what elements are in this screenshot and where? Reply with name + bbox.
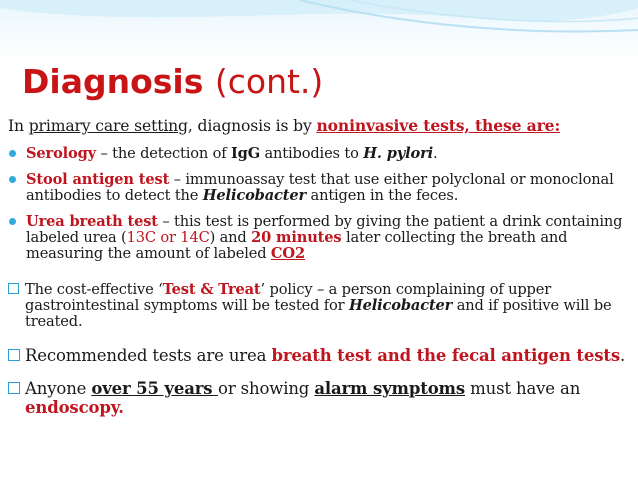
bullet-stool-antigen [8,172,634,204]
policy-helicobacter: Helicobacter [348,297,453,314]
intro-setting: primary care setting [28,117,188,135]
urea-minutes: 20 minutes [251,229,342,246]
policy-text3: and if positive will be treated. [25,297,612,330]
bullet-dot [9,150,16,157]
page-title [22,62,323,102]
title-main: Diagnosis [22,62,204,101]
policy-term: Test & Treat [162,281,261,298]
anyone-procedure: endoscopy. [25,398,124,417]
urea-text3: later collecting the breath and measuring the amount of labeled [26,229,568,262]
checkbox-square-icon [8,283,19,294]
bullet-serology [8,146,634,162]
urea-text2: ) and [209,229,252,246]
anyone-item [8,379,634,417]
recommended-emphasis: breath test and the fecal antigen tests [271,346,620,365]
serology-text1: – the detection of [96,145,231,162]
recommended-text1: Recommended tests are urea [25,346,272,365]
bullet-urea-breath [8,214,634,262]
checkbox-square-icon [8,349,20,361]
stool-helicobacter: Helicobacter [202,187,307,204]
serology-term: Serology [26,145,97,162]
anyone-text3: must have an [465,379,581,398]
bullet-dot [9,176,16,183]
policy-text2: ’ policy – a person complaining of upper gastrointestinal symptoms will be tested for [25,281,552,314]
title-sub: (cont.) [214,62,324,101]
urea-term: Urea breath test [26,213,158,230]
stool-text2: antigen in the feces. [306,187,459,204]
stool-term: Stool antigen test [26,171,170,188]
serology-igg: IgG [230,145,261,162]
recommended-item [8,346,634,365]
bullet-dot [9,218,16,225]
anyone-text1: Anyone [25,379,92,398]
intro-middle: , diagnosis is by [187,117,317,135]
policy-text1: The cost-effective ‘ [25,281,163,298]
wave-decoration [0,0,638,70]
intro-line [8,116,634,136]
anyone-text2: or showing [218,379,315,398]
intro-prefix: In [8,117,29,135]
serology-text2: antibodies to [260,145,364,162]
slide-content [8,116,634,431]
recommended-text2: . [620,346,626,365]
urea-co2: CO2 [270,245,305,262]
anyone-alarm: alarm symptoms [314,379,466,398]
stool-text1: – immunoassay test that use either polyclonal or monoclonal antibodies to detect the [26,171,614,204]
serology-hpylori: H. pylori [363,145,434,162]
policy-item [8,282,634,330]
serology-text3: . [433,145,438,162]
urea-text1: – this test is performed by giving the patient a drink containing labeled urea ( [26,213,623,246]
intro-emphasis: noninvasive tests, these are: [316,116,561,135]
anyone-age: over 55 years [91,379,219,398]
urea-isotopes: 13C or 14C [126,229,210,246]
checkbox-square-icon [8,382,20,394]
